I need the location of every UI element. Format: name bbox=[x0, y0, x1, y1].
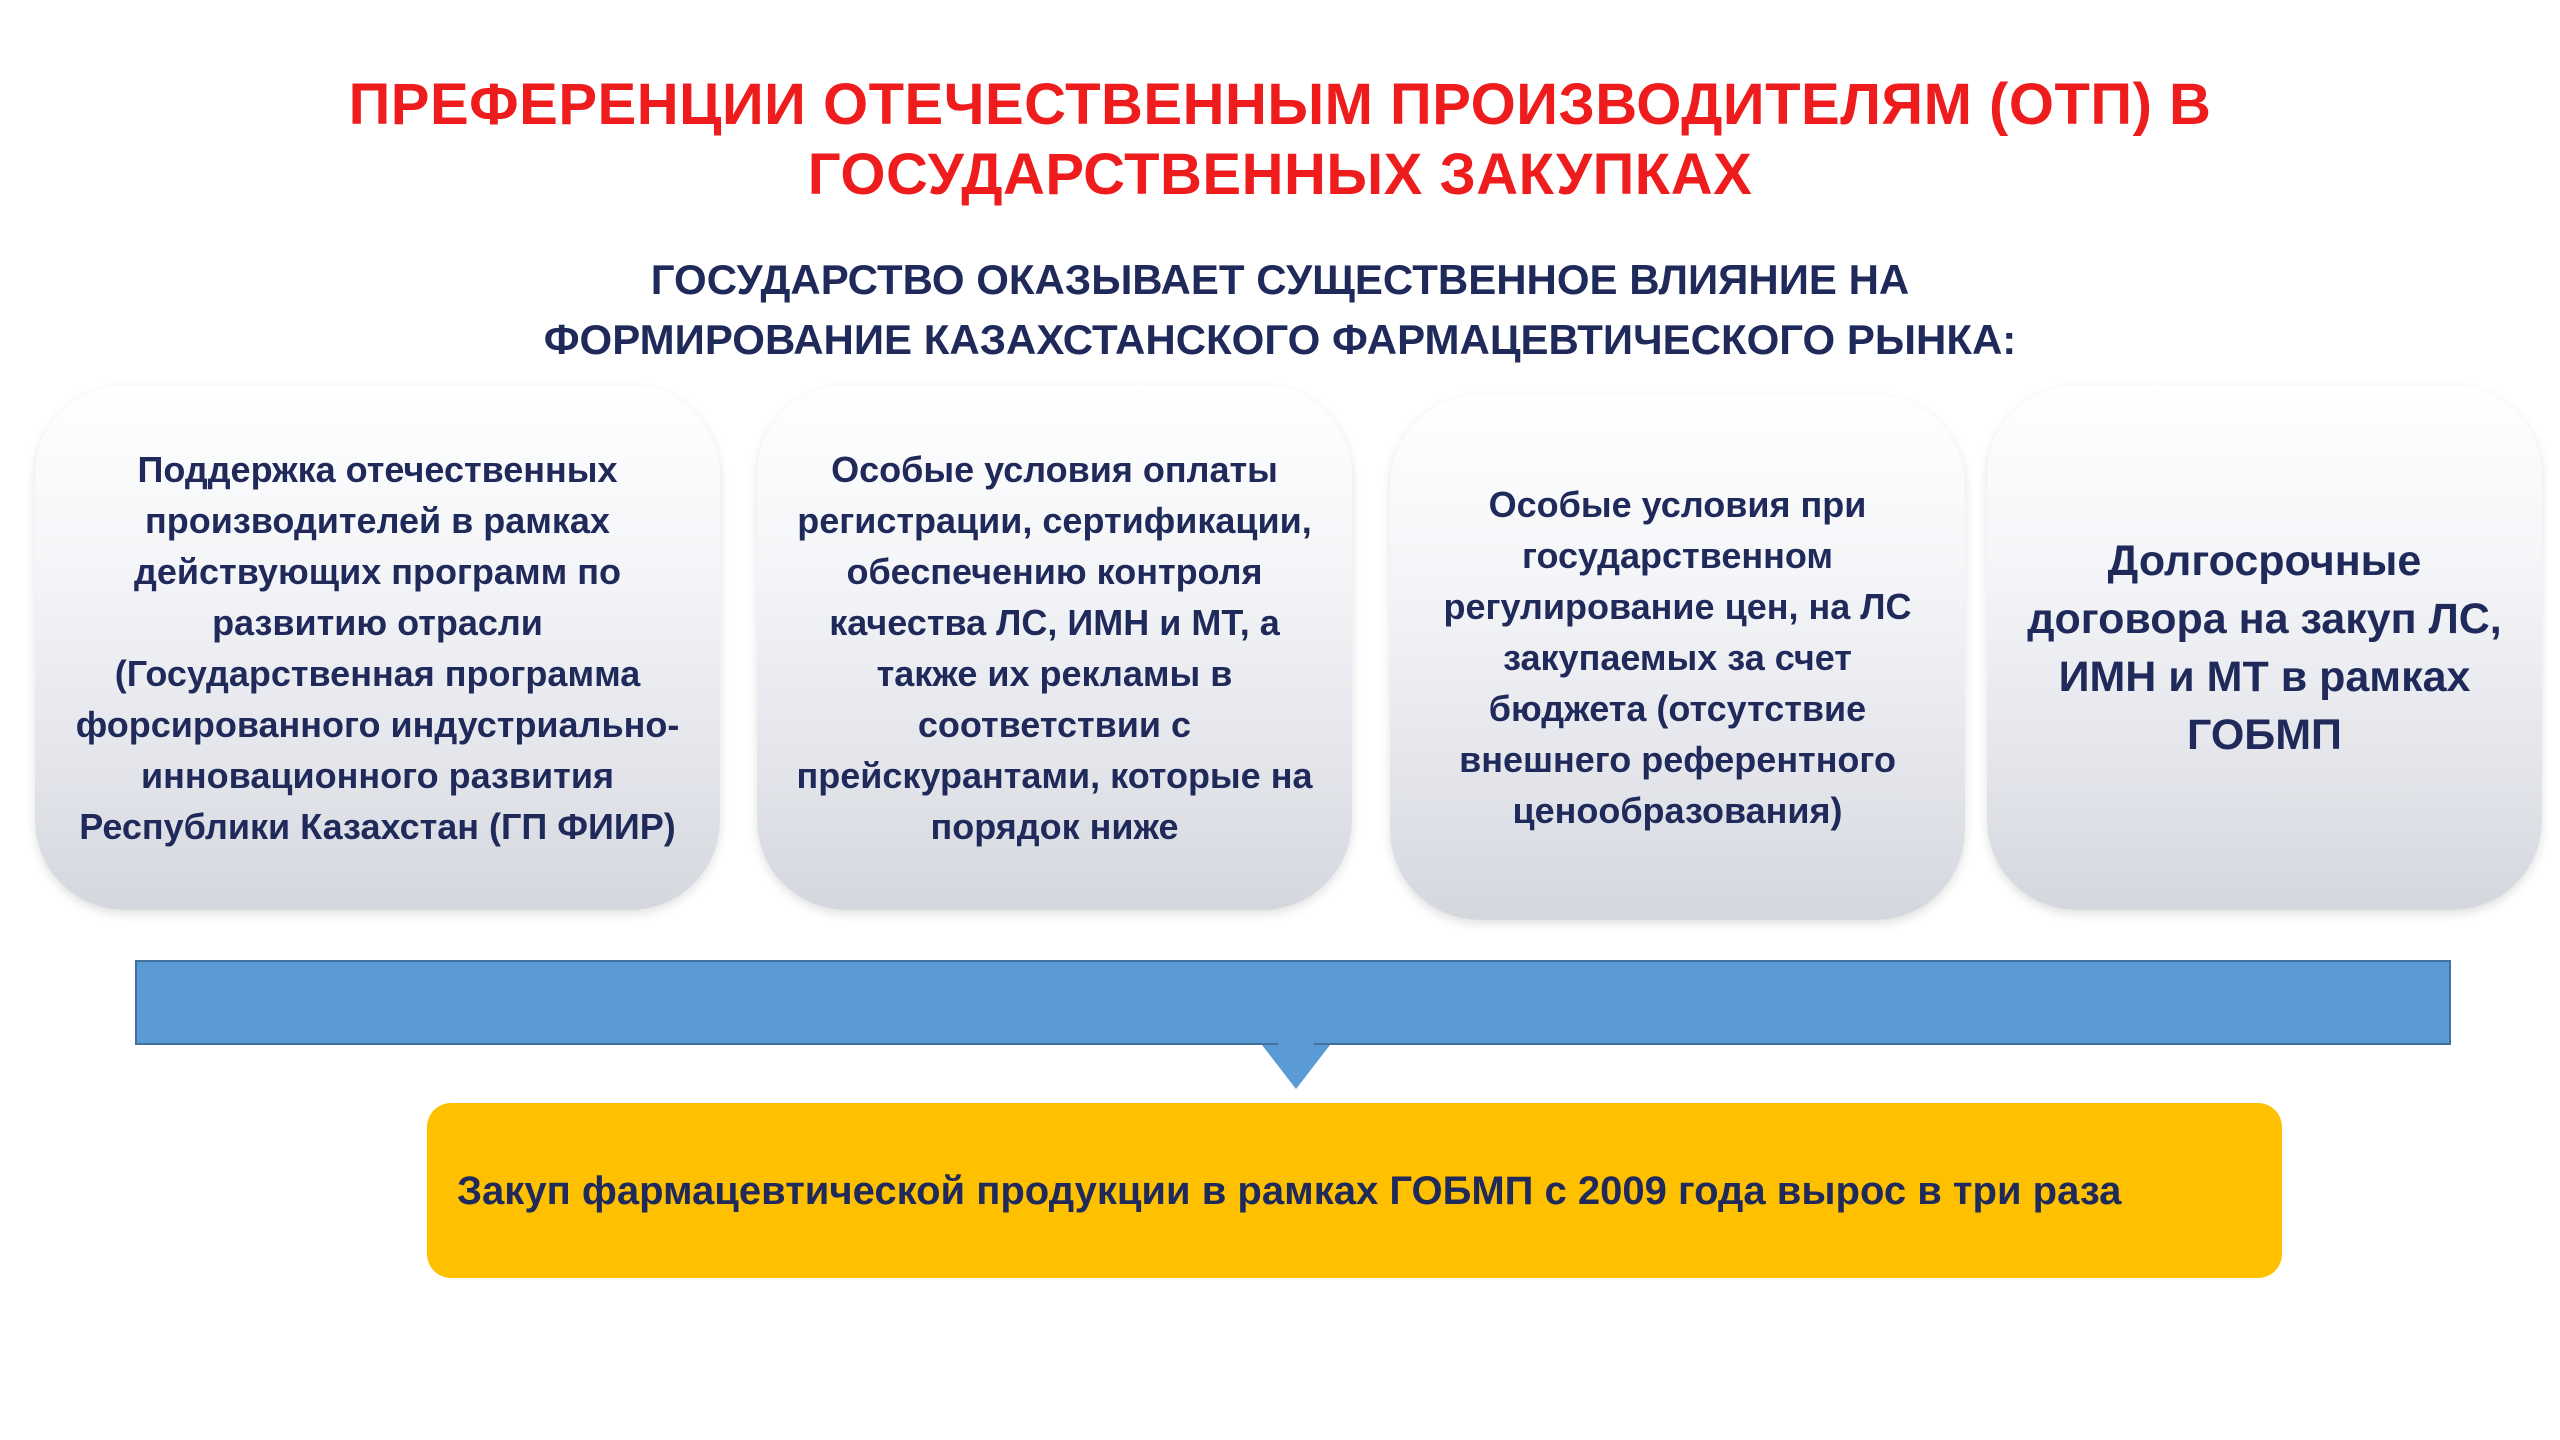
slide-title: ПРЕФЕРЕНЦИИ ОТЕЧЕСТВЕННЫМ ПРОИЗВОДИТЕЛЯМ (ОТП) В ГОСУДАРСТВЕННЫХ ЗАКУПКАХ bbox=[348, 72, 2212, 207]
card-long-term-contracts bbox=[1987, 385, 2542, 910]
card-price-regulation bbox=[1390, 395, 1965, 920]
card-text: Особые условия при государственном регулирование цен, на ЛС закупаемых за счет бюджета (отсутствие внешнего референтного ценообразования) bbox=[1443, 484, 1912, 831]
slide-subtitle: ГОСУДАРСТВО ОКАЗЫВАЕТ СУЩЕСТВЕННОЕ ВЛИЯНИЕ НА ФОРМИРОВАНИЕ КАЗАХСТАНСКОГО ФАРМАЦЕВТИЧЕСКОГО РЫНКА: bbox=[543, 256, 2017, 363]
result-text: Закуп фармацевтической продукции в рамках ГОБМП с 2009 года вырос в три раза bbox=[457, 1168, 2122, 1213]
card-text: Поддержка отечественных производителей в рамках действующих программ по развитию отрасли (Государственная программа форсированного индустриально-инновационного развития Республики Казахстан (ГП ФИИР) bbox=[75, 448, 680, 847]
card-special-payment-conditions bbox=[757, 385, 1352, 910]
card-domestic-support bbox=[35, 385, 720, 910]
card-text: Особые условия оплаты регистрации, сертификации, обеспечению контроля качества ЛС, ИМН и МТ, а также их рекламы в соответствии с прейскурантами, которые на порядок ниже bbox=[796, 448, 1313, 847]
connector-bar bbox=[135, 960, 2451, 1045]
result-box bbox=[427, 1103, 2282, 1278]
down-arrow-icon bbox=[1262, 1045, 1330, 1089]
card-text: Долгосрочные договора на закуп ЛС, ИМН и МТ в рамках ГОБМП bbox=[2027, 536, 2502, 759]
